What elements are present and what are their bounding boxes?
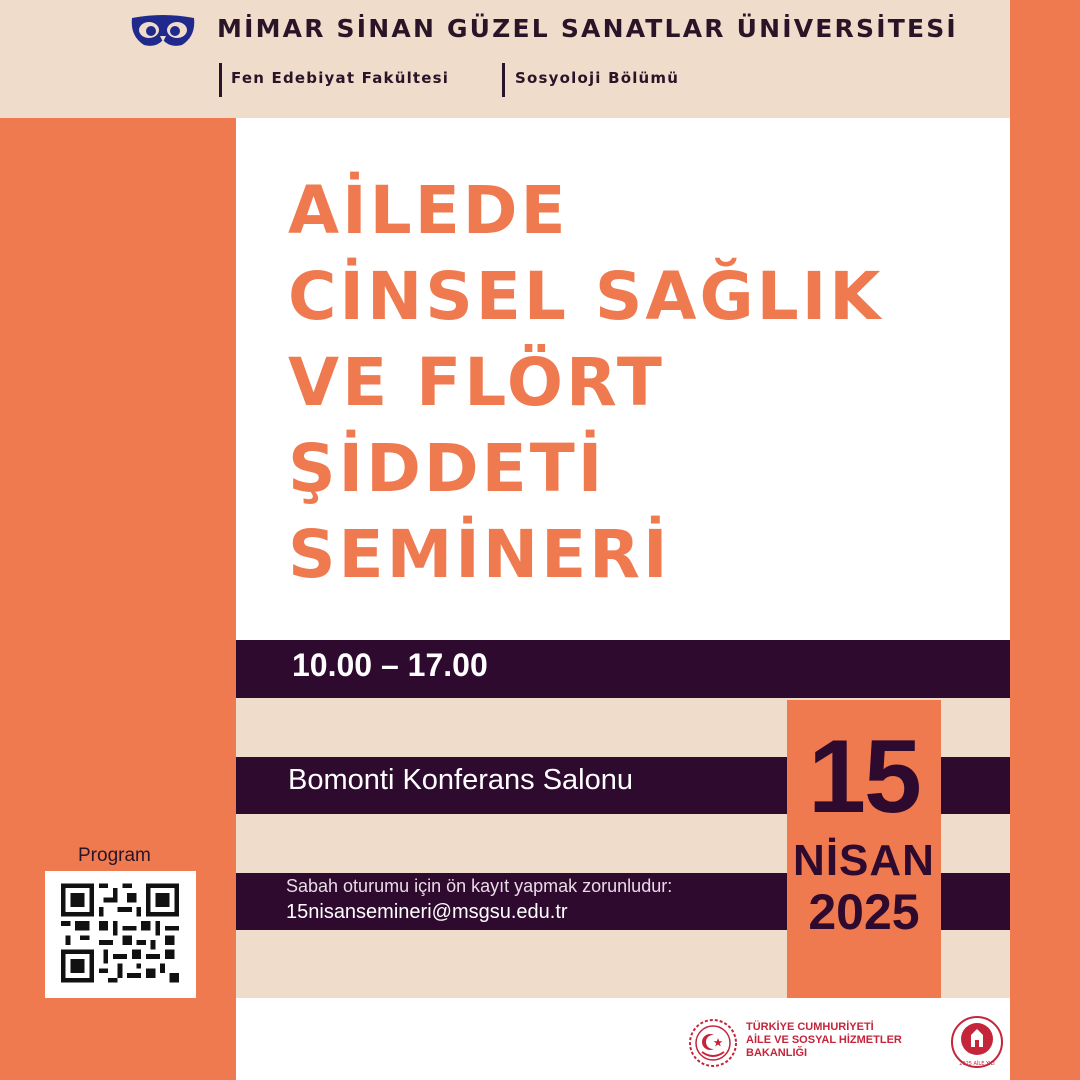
ministry-line: BAKANLIĞI [746,1047,808,1059]
ministry-emblem-icon [688,1018,738,1068]
right-orange-strip [1010,0,1080,1080]
owl-logo-icon [130,14,196,48]
ministry-line: TÜRKİYE CUMHURİYETİ [746,1021,874,1033]
header-divider [502,63,505,97]
event-time: 10.00 – 17.00 [292,647,488,683]
program-label: Program [78,845,151,866]
header-divider [219,63,222,97]
ministry-line: AİLE VE SOSYAL HİZMETLER [746,1034,902,1046]
registration-email[interactable]: 15nisansemineri@msgsu.edu.tr [286,901,568,923]
university-name: MİMAR SİNAN GÜZEL SANATLAR ÜNİVERSİTESİ [217,14,958,43]
year-logo-text: 2025 AİLE YILI [959,1061,995,1067]
date-year: 2025 [808,884,920,940]
registration-note: Sabah oturumu için ön kayıt yapmak zorunludur: [286,876,673,896]
title-line: AİLEDE [288,172,569,249]
title-line: VE FLÖRT [288,344,665,421]
title-line: CİNSEL SAĞLIK [288,258,884,335]
family-year-logo-icon [948,1015,1006,1073]
faculty-name: Fen Edebiyat Fakültesi [231,69,450,87]
title-line: SEMİNERİ [288,516,671,593]
department-name: Sosyoloji Bölümü [515,69,680,87]
seminar-title [288,168,988,598]
date-day: 15 [808,719,920,835]
date-month: NİSAN [793,836,935,885]
title-line: ŞİDDETİ [288,430,606,507]
event-venue: Bomonti Konferans Salonu [288,764,633,796]
ministry-name [746,1021,902,1060]
qr-code-icon[interactable] [61,883,179,983]
